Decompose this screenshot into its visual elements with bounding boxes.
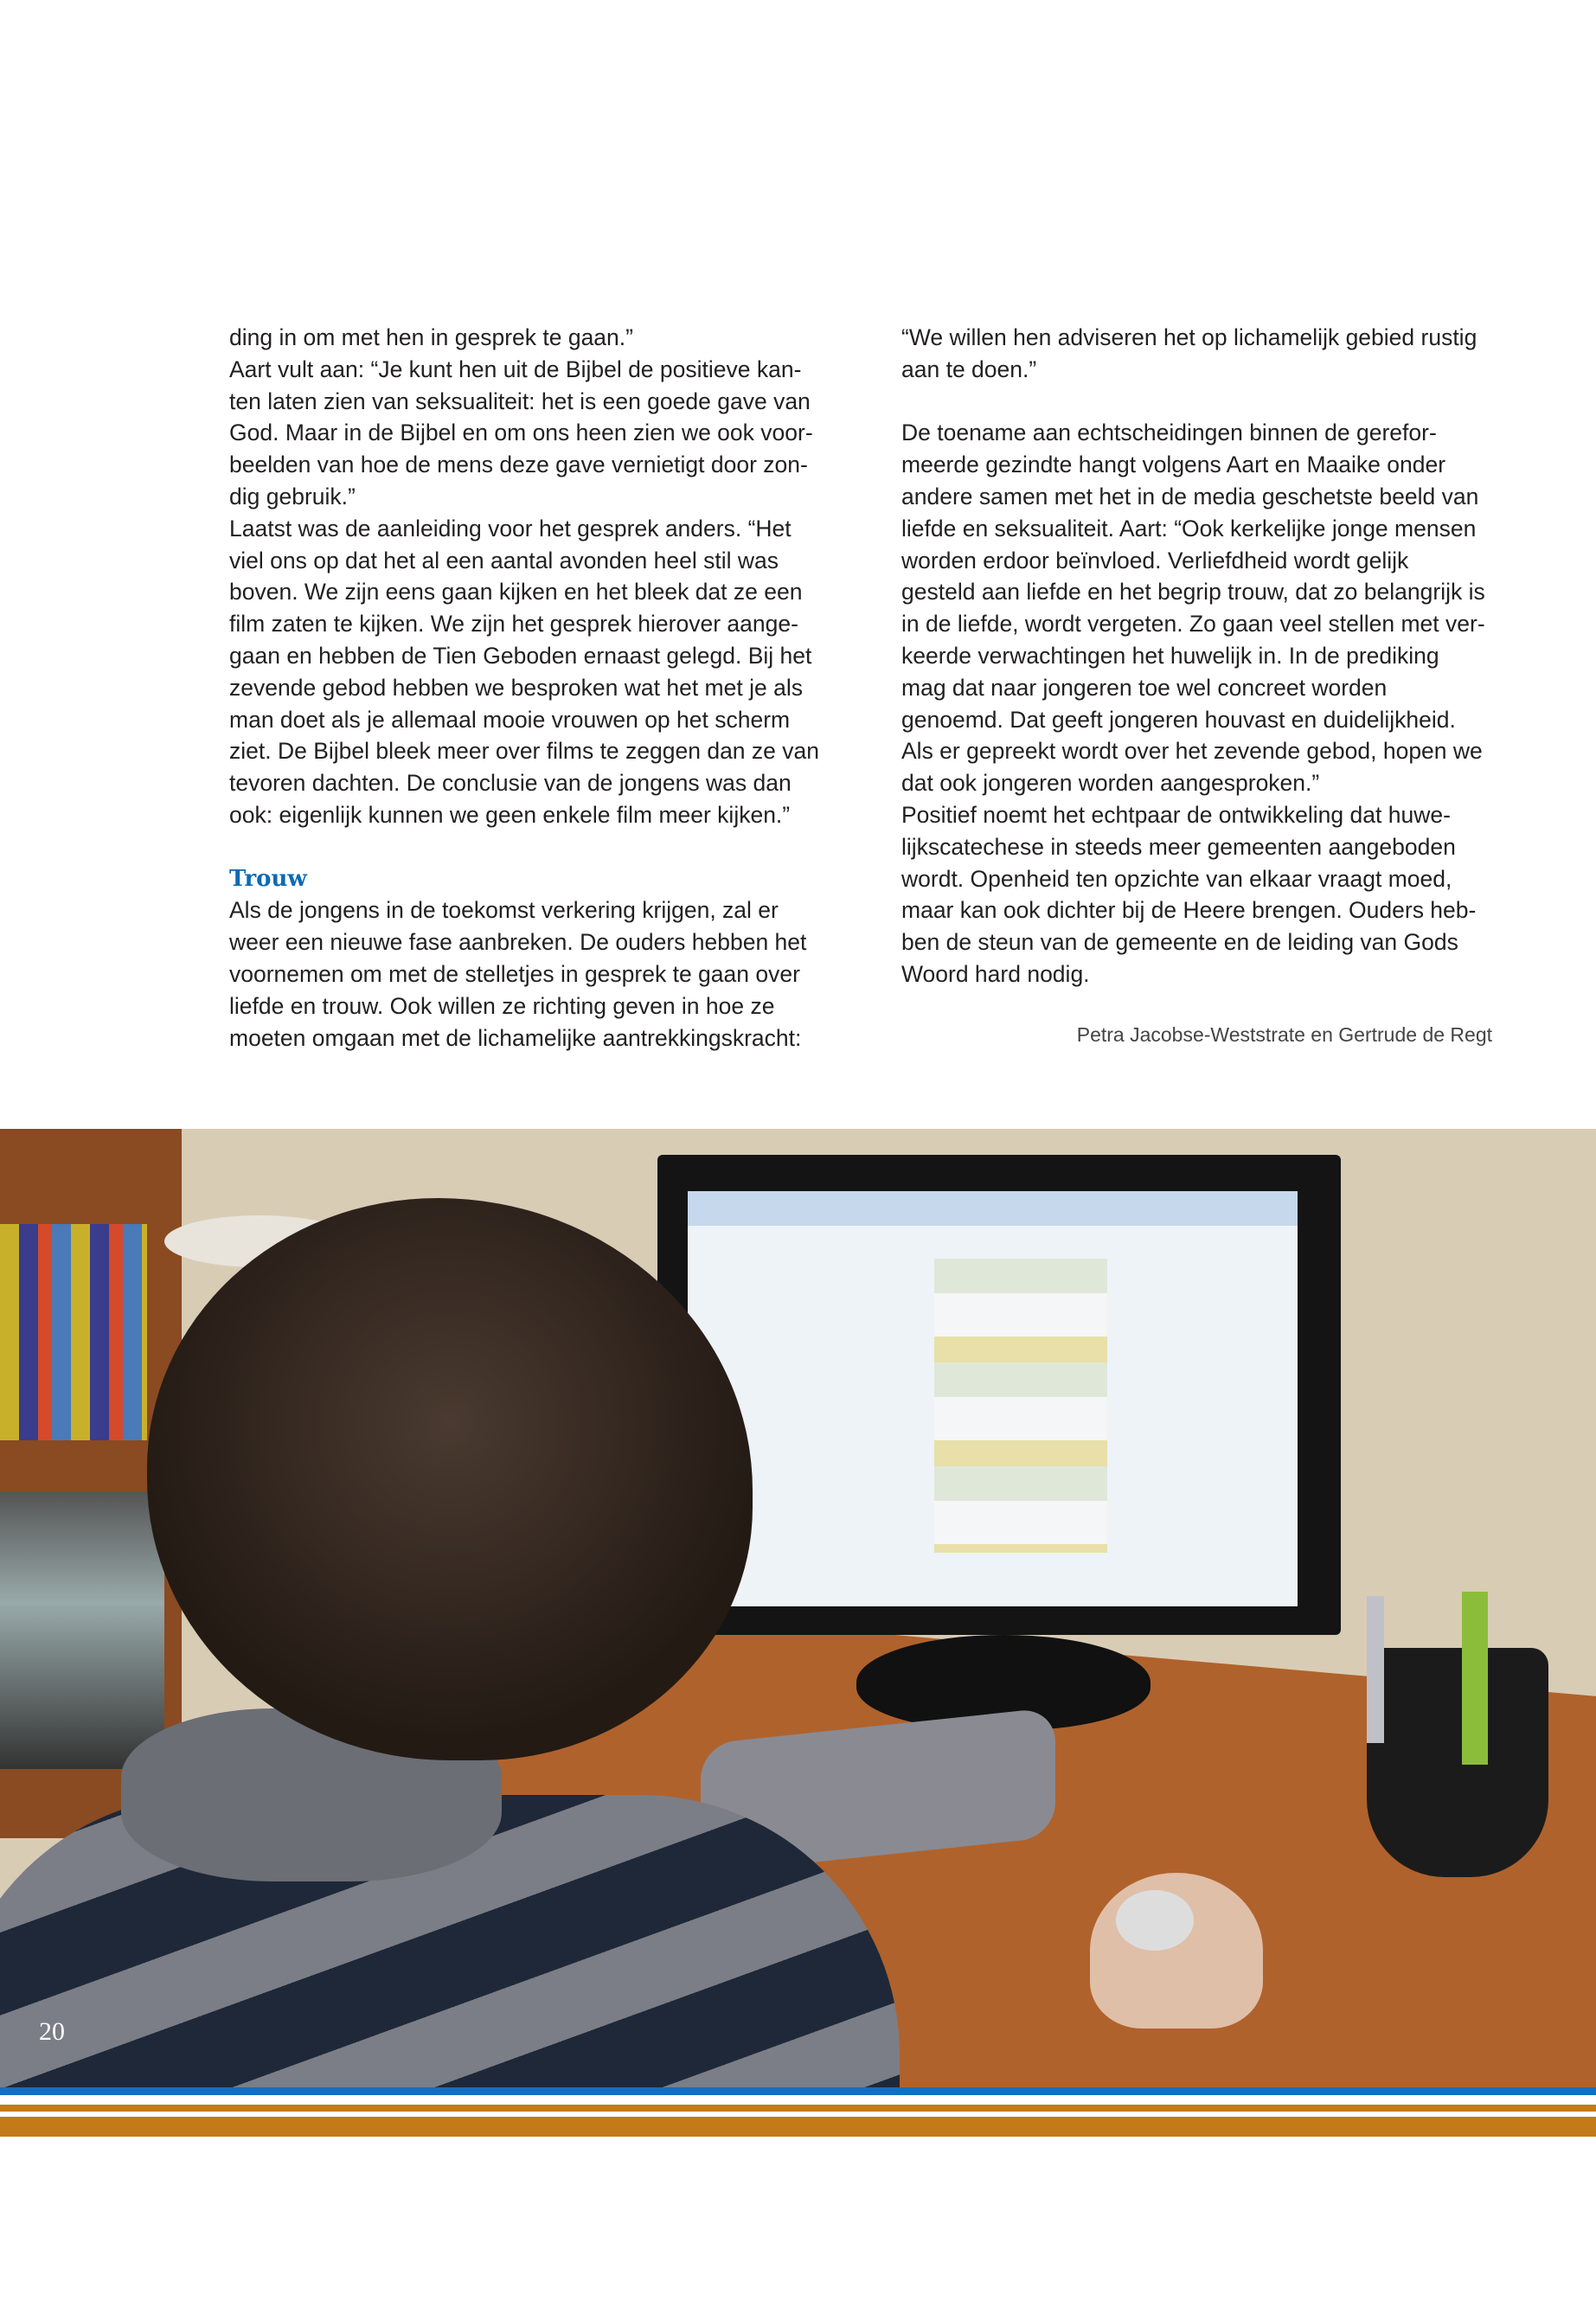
text-line: in de liefde, wordt vergeten. Zo gaan veel stellen met ver- (901, 611, 1485, 638)
text-line: beelden van hoe de mens deze gave vernietigt door zon- (229, 452, 808, 478)
webpage-content (934, 1259, 1107, 1553)
text-line: Als er gepreekt wordt over het zevende gebod, hopen we (901, 738, 1483, 765)
paragraph-gap (901, 386, 1498, 418)
text-line: gaan en hebben de Tien Geboden ernaast gelegd. Bij het (229, 642, 812, 669)
books (0, 1224, 147, 1440)
text-line: wordt. Openheid ten opzichte van elkaar vraagt moed, (901, 865, 1452, 892)
pens (1367, 1596, 1384, 1743)
text-line: ook: eigenlijk kunnen we geen enkele film meer kijken.” (229, 801, 791, 828)
text-line: Positief noemt het echtpaar de ontwikkeling dat huwe- (901, 801, 1451, 828)
text-line: Laatst was de aanleiding voor het gesprek anders. “Het (229, 515, 792, 542)
text-line: dat ook jongeren worden aangesproken.” (901, 770, 1320, 797)
text-line: liefde en seksualiteit. Aart: “Ook kerkelijke jonge mensen (901, 515, 1477, 542)
text-line: tevoren dachten. De conclusie van de jongens was dan (229, 770, 792, 797)
article-photo (0, 1129, 1596, 2087)
text-line: maar kan ook dichter bij de Heere brengen. Ouders heb- (901, 897, 1477, 924)
text-line: voornemen om met de stelletjes in gesprek te gaan over (229, 960, 800, 987)
page-number: 20 (39, 2017, 65, 2046)
orange-stripe-thick (0, 2117, 1596, 2137)
left-text-column (229, 322, 817, 1054)
text-line: ziet. De Bijbel bleek meer over films te zeggen dan ze van (229, 738, 819, 765)
blue-stripe (0, 2087, 1596, 2095)
text-line: weer een nieuwe fase aanbreken. De ouders hebben het (229, 929, 807, 956)
right-text-column (901, 322, 1498, 990)
text-line: dig gebruik.” (229, 483, 356, 510)
orange-stripe-thin (0, 2105, 1596, 2112)
text-line: viel ons op dat het al een aantal avonden heel stil was (229, 547, 779, 574)
text-line: man doet als je allemaal mooie vrouwen op het scherm (229, 706, 791, 733)
text-line: keerde verwachtingen het huwelijk in. In de prediking (901, 642, 1439, 669)
text-line: meerde gezindte hangt volgens Aart en Maaike onder (901, 452, 1446, 478)
author-byline: Petra Jacobse-Weststrate en Gertrude de Regt (1076, 1023, 1492, 1046)
green-pen (1462, 1592, 1488, 1765)
text-line: lijkscatechese in steeds meer gemeenten aangeboden (901, 833, 1456, 860)
text-line: aan te doen.” (901, 356, 1037, 382)
text-line: De toename aan echtscheidingen binnen de gerefor- (901, 420, 1437, 446)
text-line: zevende gebod hebben we besproken wat het met je als (229, 674, 803, 701)
text-line: “We willen hen adviseren het op lichamelijk gebied rustig (901, 324, 1477, 350)
text-line: Als de jongens in de toekomst verkering krijgen, zal er (229, 897, 779, 924)
text-line: worden erdoor beïnvloed. Verliefdheid wordt gelijk (901, 547, 1409, 574)
text-line: liefde en trouw. Ook willen ze richting geven in hoe ze (229, 992, 775, 1019)
section-heading: Trouw (229, 865, 307, 892)
text-line: moeten omgaan met de lichamelijke aantrekkingskracht: (229, 1024, 802, 1051)
pen-holder (1367, 1648, 1548, 1877)
text-line: God. Maar in de Bijbel en om ons heen zien we ook voor- (229, 420, 813, 446)
text-line: ten laten zien van seksualiteit: het is een goede gave van (229, 388, 811, 414)
text-line: ben de steun van de gemeente en de leiding van Gods (901, 929, 1458, 956)
text-line: ding in om met hen in gesprek te gaan.” (229, 324, 633, 350)
text-line: Woord hard nodig. (901, 960, 1090, 987)
text-line: mag dat naar jongeren toe wel concreet worden (901, 674, 1388, 701)
shelf-items (0, 1492, 164, 1769)
text-line: gesteld aan liefde en het begrip trouw, dat zo belangrijk is (901, 579, 1485, 606)
text-line: boven. We zijn eens gaan kijken en het bleek dat ze een (229, 579, 803, 606)
paragraph-gap (229, 831, 817, 863)
computer-mouse (1116, 1890, 1194, 1951)
text-line: genoemd. Dat geeft jongeren houvast en duidelijkheid. (901, 706, 1456, 733)
text-line: andere samen met het in de media geschetste beeld van (901, 483, 1479, 510)
text-line: Aart vult aan: “Je kunt hen uit de Bijbel de positieve kan- (229, 356, 802, 382)
text-line: film zaten te kijken. We zijn het gesprek hierover aange- (229, 611, 798, 638)
